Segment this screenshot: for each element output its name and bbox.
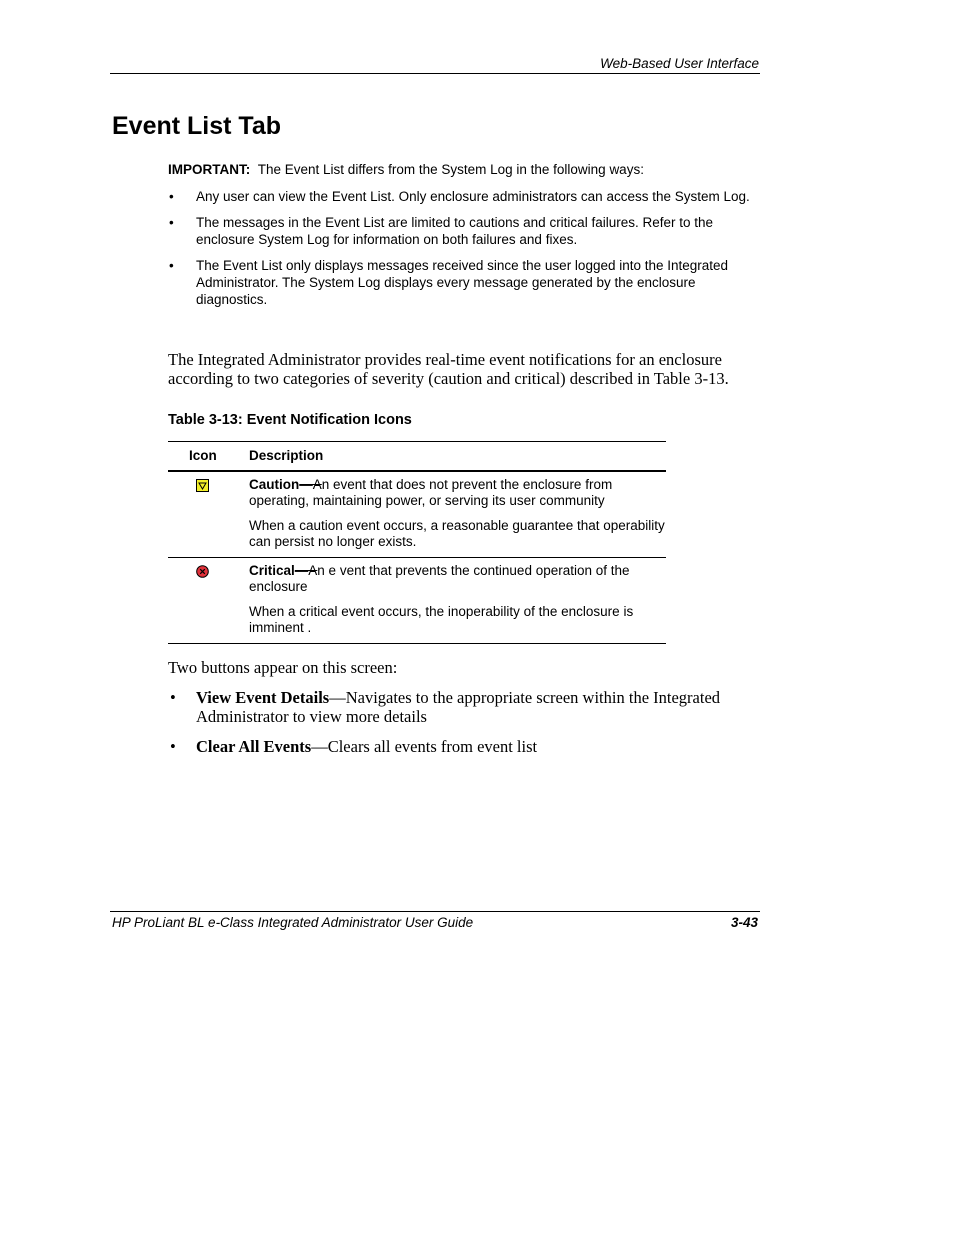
important-note xyxy=(168,162,758,177)
event-notification-table xyxy=(168,441,666,644)
critical-term: Critical xyxy=(249,562,295,578)
header-rule xyxy=(110,73,760,74)
column-header-icon: Icon xyxy=(168,442,249,471)
table-header-row xyxy=(168,442,666,471)
list-item: • View Event Details—Navigates to the appropriate screen within the Integrated Administrator to view more details xyxy=(168,688,760,726)
table-caption: Table 3-13: Event Notification Icons xyxy=(168,412,412,428)
view-event-details-term: View Event Details xyxy=(196,688,330,707)
critical-detail: When a critical event occurs, the inoperability of the enclosure is imminent . xyxy=(249,603,634,635)
footer-guide-title: HP ProLiant BL e-Class Integrated Administrator User Guide xyxy=(112,915,474,930)
list-item: • Clear All Events—Clears all events from event list xyxy=(168,737,760,756)
caution-description: Caution—An event that does not prevent the enclosure from operating, maintaining power, or serving its user community xyxy=(249,476,613,508)
clear-all-events-term: Clear All Events xyxy=(196,737,312,756)
important-label: IMPORTANT: xyxy=(168,162,251,177)
struck-text: —A xyxy=(294,562,318,578)
footer-page-number: 3-43 xyxy=(730,915,758,930)
caution-term: Caution xyxy=(249,476,300,492)
list-item: • Any user can view the Event List. Only enclosure administrators can access the System Log. xyxy=(168,188,758,205)
table-row xyxy=(168,471,666,558)
list-item: • The messages in the Event List are limited to cautions and critical failures. Refer to the enclosure System Log for information on both failures and fixes. xyxy=(168,214,758,248)
important-text: The Event List differs from the System Log in the following ways: xyxy=(257,162,644,177)
important-list xyxy=(168,188,758,317)
table-row xyxy=(168,557,666,643)
page-title: Event List Tab xyxy=(112,112,282,140)
critical-icon xyxy=(196,565,209,578)
struck-text: —A xyxy=(299,476,322,492)
list-item: • The Event List only displays messages received since the user logged into the Integrated Administrator. The System Log displays every message generated by the enclosure diagnostics. xyxy=(168,257,758,308)
column-header-description: Description xyxy=(249,442,666,471)
critical-description: Critical—An e vent that prevents the continued operation of the enclosure xyxy=(249,562,630,594)
buttons-intro: Two buttons appear on this screen: xyxy=(168,658,398,677)
caution-icon xyxy=(196,479,209,492)
running-header: Web-Based User Interface xyxy=(600,56,759,71)
caution-detail: When a caution event occurs, a reasonable guarantee that operability can persist no longer exists. xyxy=(249,517,665,549)
buttons-list xyxy=(168,688,760,767)
footer-rule xyxy=(110,911,760,912)
intro-paragraph: The Integrated Administrator provides real-time event notifications for an enclosure according to two categories of severity (caution and critical) described in Table 3-13. xyxy=(168,350,729,388)
